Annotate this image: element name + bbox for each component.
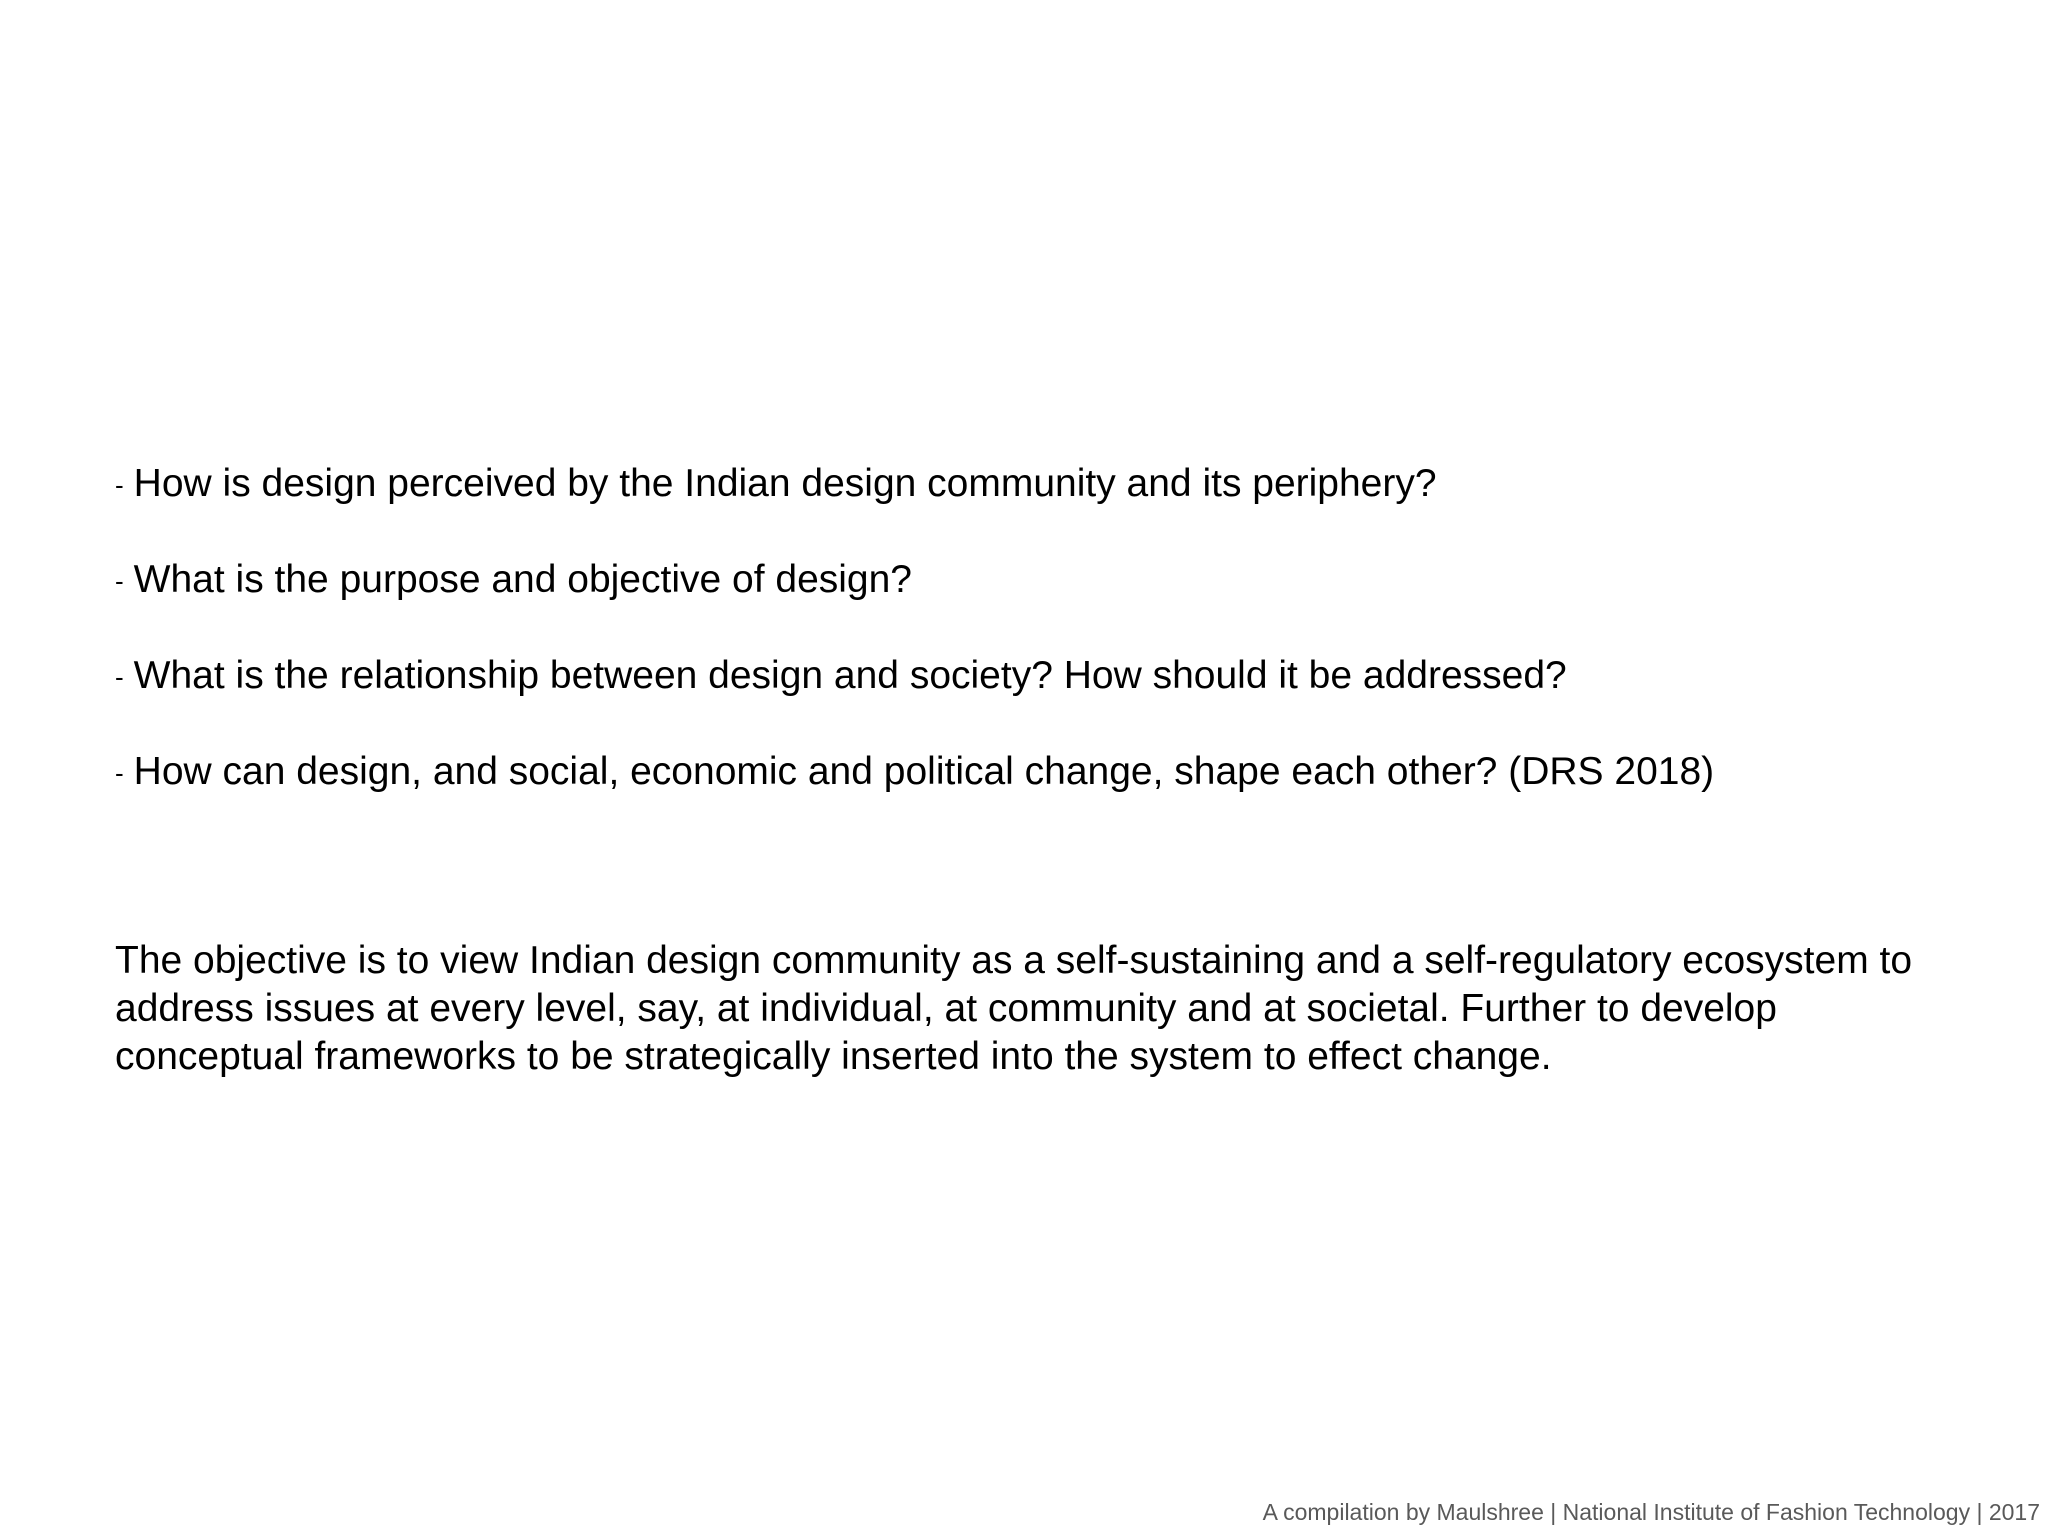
question-item	[115, 646, 1965, 742]
footer-credit: A compilation by Maulshree | National Institute of Fashion Technology | 2017	[1262, 1499, 2040, 1525]
question-text: How is design perceived by the Indian design community and its periphery?	[133, 462, 1437, 505]
question-text: What is the relationship between design and society? How should it be addressed?	[133, 654, 1567, 697]
question-item	[115, 550, 1965, 646]
bullet-dash: -	[115, 470, 124, 500]
bullet-dash: -	[115, 662, 124, 692]
bullet-dash: -	[115, 566, 124, 596]
question-text: How can design, and social, economic and political change, shape each other? (DRS 2018)	[133, 750, 1715, 793]
question-item	[115, 742, 1965, 838]
question-item	[115, 454, 1965, 550]
objective-paragraph: The objective is to view Indian design community as a self-sustaining and a self-regulatory ecosystem to address issues at every level, say, at individual, at community and at societal. Further to develop conceptual frameworks to be strategically inserted into the system to effect change.	[115, 939, 1913, 1078]
question-list	[115, 454, 1965, 838]
bullet-dash: -	[115, 758, 124, 788]
question-text: What is the purpose and objective of design?	[133, 558, 912, 601]
